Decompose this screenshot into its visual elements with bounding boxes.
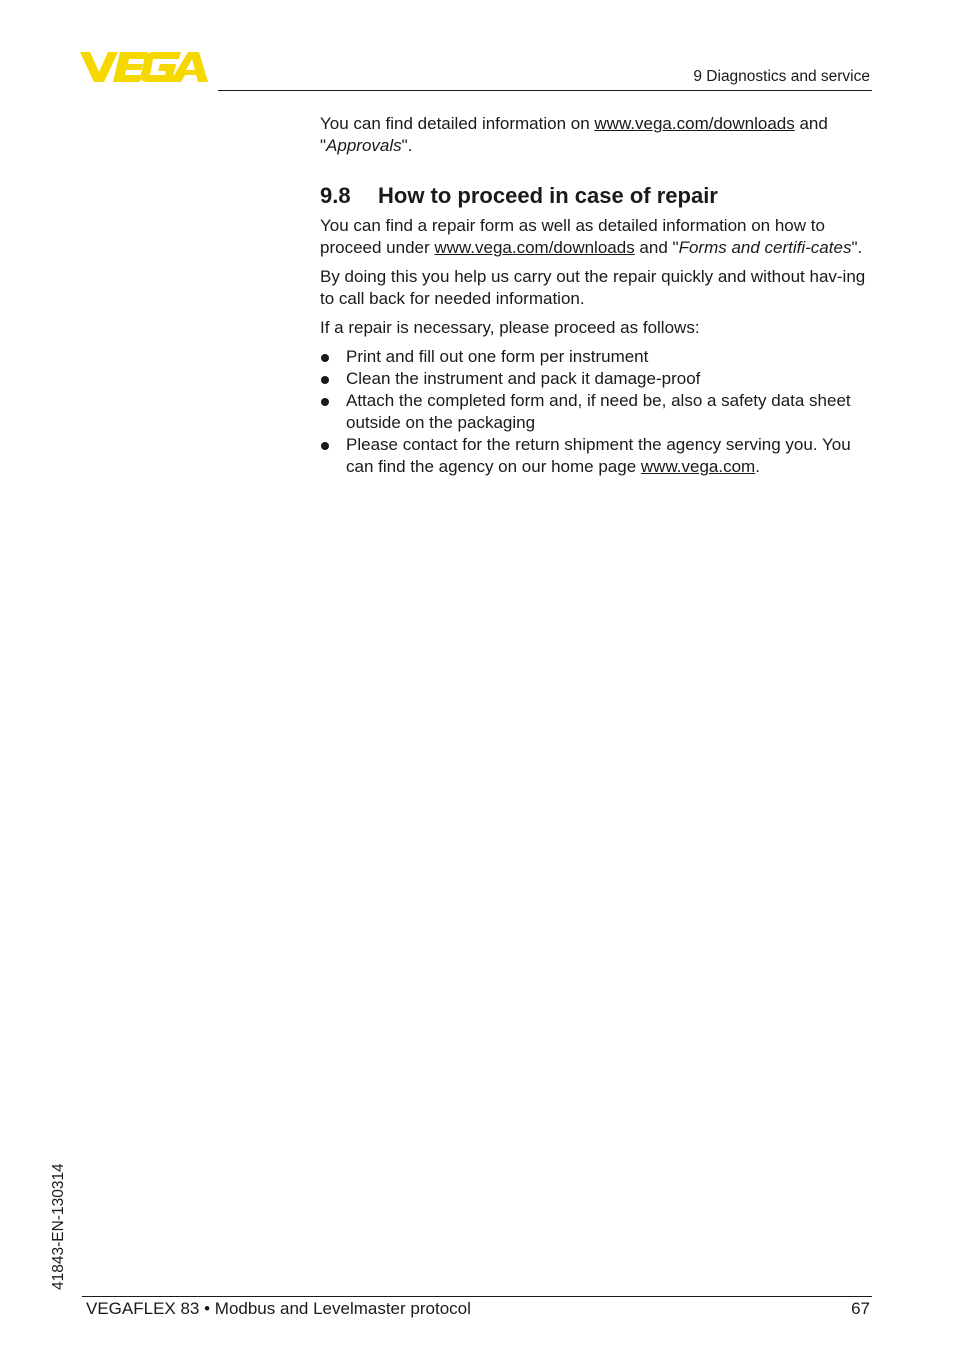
steps-list	[320, 346, 876, 478]
list-item: Print and fill out one form per instrument	[320, 346, 876, 368]
footer-product: VEGAFLEX 83 • Modbus and Levelmaster protocol	[86, 1299, 471, 1318]
approvals-term: Approvals	[326, 136, 402, 155]
list-item-text: Please contact for the return shipment the agency serving you. You can find the agency on our home page	[346, 435, 851, 476]
list-item: Attach the completed form and, if need be, also a safety data sheet outside on the packaging	[320, 390, 876, 434]
intro-text-middle: and "	[320, 114, 828, 155]
benefit-paragraph: By doing this you help us carry out the repair quickly and without hav-ing to call back for needed information.	[320, 267, 866, 308]
intro-text-end: ".	[401, 136, 413, 155]
para-text: You can find a repair form as well as detailed information on how to proceed under	[320, 216, 825, 257]
repair-form-paragraph	[320, 215, 876, 259]
steps-intro: If a repair is necessary, please proceed as follows:	[320, 318, 700, 337]
list-item	[320, 434, 876, 478]
main-content	[320, 113, 876, 478]
page-number: 67	[851, 1299, 870, 1318]
section-heading	[320, 182, 876, 210]
section-title: How to proceed in case of repair	[378, 183, 718, 208]
vega-home-link[interactable]: www.vega.com	[640, 457, 756, 476]
footer-divider	[82, 1296, 872, 1297]
list-item: Clean the instrument and pack it damage-proof	[320, 368, 876, 390]
section-number: 9.8	[320, 183, 351, 208]
intro-paragraph	[320, 113, 876, 157]
downloads-link[interactable]: www.vega.com/downloads	[594, 114, 795, 133]
vega-logo	[80, 50, 212, 84]
forms-term: Forms and certifi-cates	[678, 238, 852, 257]
para-text-middle: and "	[634, 238, 679, 257]
para-text-end: ".	[851, 238, 863, 257]
document-id: 41843-EN-130314	[50, 1163, 67, 1290]
list-item-text-end: .	[755, 457, 760, 476]
intro-text: You can find detailed information on	[320, 114, 595, 133]
header-divider	[218, 90, 872, 91]
downloads-link-2[interactable]: www.vega.com/downloads	[434, 238, 635, 257]
running-header: 9 Diagnostics and service	[693, 68, 870, 85]
